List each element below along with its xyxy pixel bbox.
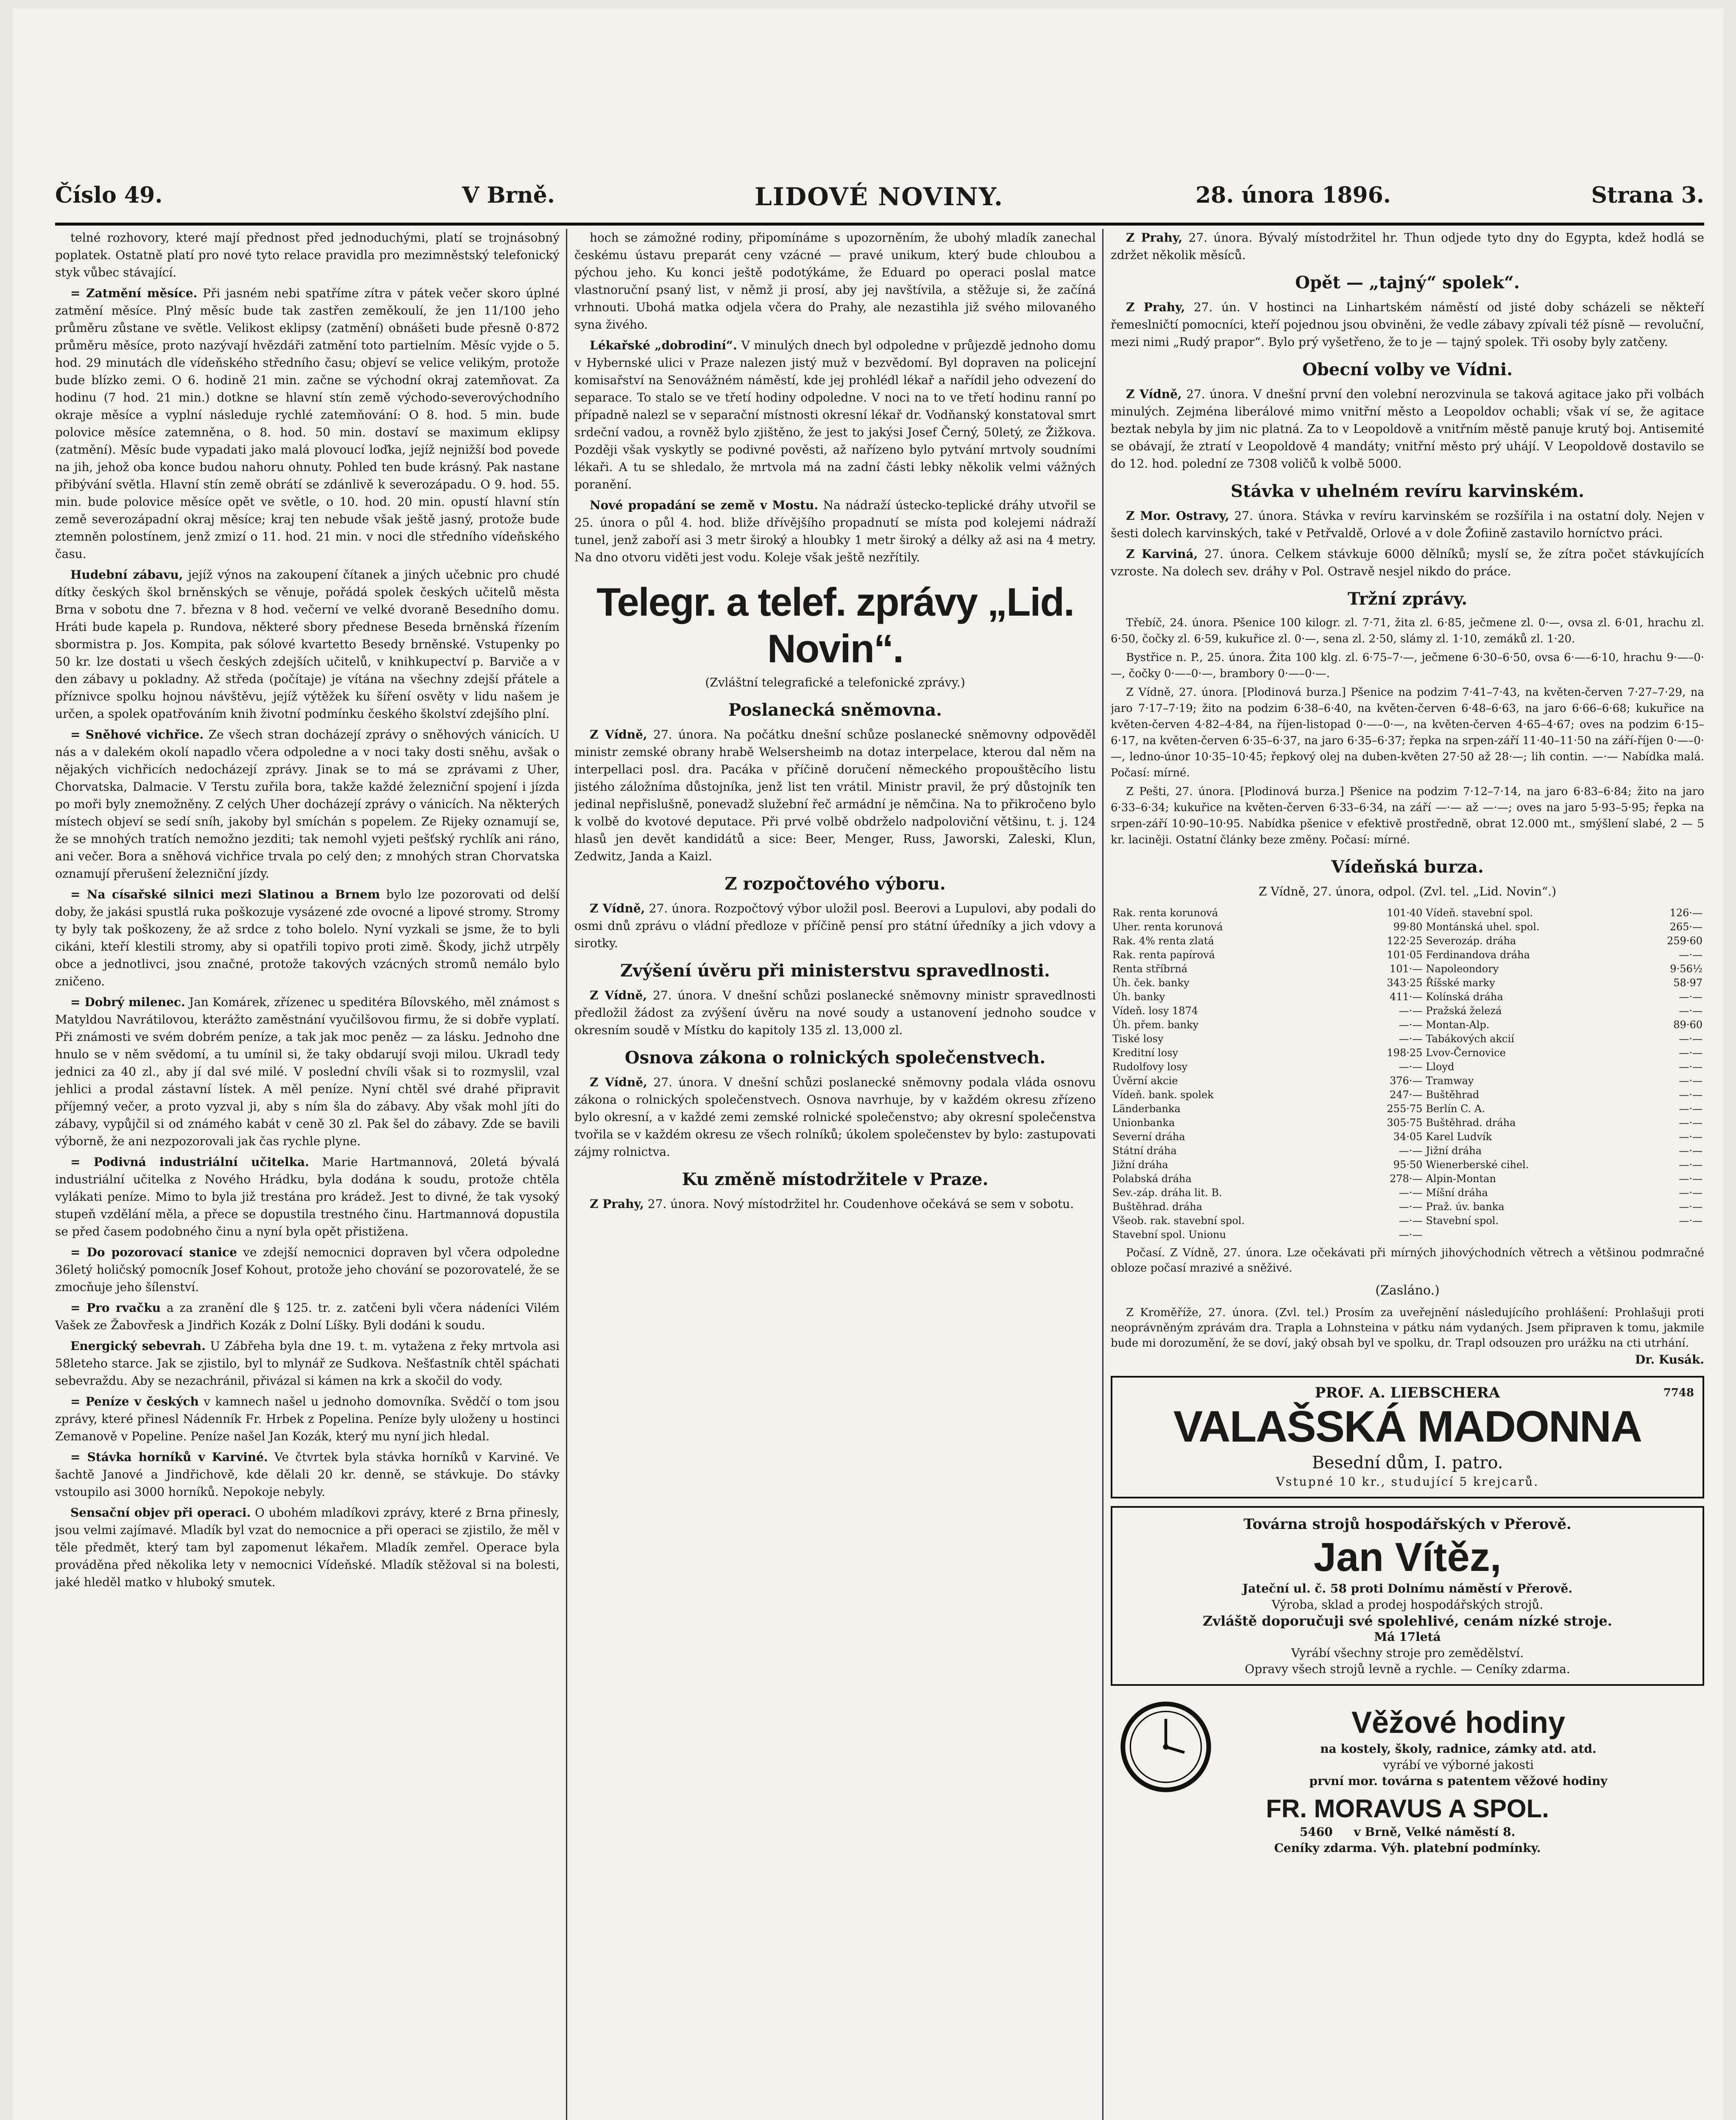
burza-security: Rak. rentа korunová [1112,907,1218,919]
article-paragraph [1111,298,1704,351]
burza-value: 9·56½ [1670,963,1703,975]
article-lead: = Peníze v českých [70,1395,199,1409]
article-paragraph [55,1153,560,1240]
burza-value: 122·25 [1387,935,1423,947]
column-divider [566,229,567,2120]
advert-factory: Továrna strojů hospodářských v Přerově. [1243,1516,1572,1533]
newspaper-title: LIDOVÉ NOVINY. [755,182,1003,211]
clock-face-icon [1119,1700,1212,1794]
burza-value: —·— [1399,1019,1423,1031]
burza-value: —·— [1679,1215,1703,1227]
burza-row [1111,906,1704,920]
burza-value: —·— [1679,1173,1703,1185]
burza-row [1111,920,1704,934]
article-paragraph [574,1074,1096,1160]
burza-security: Kolínská dráha [1426,991,1503,1003]
zaslano-signature: Dr. Kusák. [1635,1353,1704,1367]
article-text: 27. února. Rozpočtový výbor uložil posl. Beerovi a Lupulovi, aby podali do osmi dnů zprávu o vládní předloze v příčině pensí pro státní úředníky a jich vdovy a sirotky. [574,901,1096,950]
article-lead: = Stávka horníků v Karviné. [70,1450,268,1464]
burza-value: —·— [1399,1187,1423,1199]
advert-line-1: Výroba, sklad a prodej hospodářských strojů. [1271,1598,1544,1612]
markets-heading: Tržní zprávy. [1347,589,1468,609]
article-paragraph [574,1195,1096,1213]
burza-security: Tramway [1426,1075,1474,1087]
burza-security: Jižní dráha [1112,1159,1168,1171]
burza-security: Severní dráha [1112,1131,1185,1143]
column-2 [574,229,1096,2120]
burza-security: Sev.-záp. dráha lit. B. [1112,1187,1222,1199]
burza-row [1111,1032,1704,1046]
article-lead: = Podivná industriální učitelka. [70,1155,309,1169]
article-text: 27. února. V dnešní první den volební nerozvinula se taková agitace jako při volbách minulých. Zejména liberálové mimo vnitřní město a Leopoldov ochabli; však ví se, že agitace beztak nebyla by jim nic platná. Za to v Leopoldově a vnitřním městě panuje krutý boj. Antisemité se obávají, že ztratí v Leopoldově 4 mandáty; vnitřní město prý uhájí. V Leopoldově dostavilo se do 12. hod. polední ze 7308 voličů k volbě 5000. [1111,387,1704,471]
burza-security: Alpin-Montan [1426,1173,1496,1185]
burza-value: 89·60 [1673,1019,1703,1031]
burza-row [1111,962,1704,976]
burza-value [1634,1228,1704,1242]
burza-value: —·— [1679,1131,1703,1143]
burza-security: Úh. banky [1112,991,1165,1003]
article-text: 27. února. V dnešní schůzi poslanecké sněmovny ministr spravedlnosti předložil žádost za zvýšení úvěru na nové soudy a ustanovení jednoho soudce v okresním soudě v Místku do kapitoly 135 zl. 13,000 zl. [574,988,1096,1037]
article-lead: Z Prahy, [1126,300,1185,314]
burza-value: —·— [1399,1145,1423,1157]
advert-title: VALAŠSKÁ MADONNA [1173,1402,1642,1451]
burza-security: Berlín C. A. [1426,1103,1485,1115]
advert-clocks [1111,1693,1704,1863]
burza-row [1111,948,1704,962]
article-text: Jan Komárek, zřízenec u speditéra Bílovského, měl známost s Matyldou Navrátilovou, kterážto zaměstnání vyučilšovou firmu, že si dobře vyplatí. Při známosti ve svém dobrém peníze, a tak jak moc peněz — za lásku. Jednoho dne hnulo se v něm svědomí, a tu umínil si, že taky obdarují svoji milou. Ukradl tedy jednici za 40 zl., aby jí dal své milé. V poslední chvíli však si to rozmyslil, vzal jehlici a prodal zástavní lístek. A měl peníze. Nyní chtěl své drahé připravit příjemný večer, a proto vyzval ji, aby s ním šla do zábavy. Aby však mohl jíti do zábavy, vypůjčil si od známého kabát v ceně 30 zl. Pak šel do zábavy. Zde se bavili výborně, že ani nezpozorovali jak čas rychle plyne. [55,995,560,1148]
burza-value: —·— [1679,1187,1703,1199]
burza-security: Kreditní losy [1112,1047,1179,1059]
article-lead: Nové propadání se země v Mostu. [590,498,819,512]
burza-heading: Vídeňská burza. [1331,857,1484,877]
advert-code: 7748 [1663,1386,1694,1399]
burza-security: Úh. přem. banky [1112,1019,1199,1031]
article-paragraph [55,1337,560,1389]
burza-security: Severozáp. dráha [1426,935,1516,947]
market-line: Třebíč, 24. února. Pšenice 100 kilogr. zl. 7·71, žita zl. 6·85, ječmene zl. 0·—, ovsa zl. 6·01, hrachu zl. 6·50, čočky zl. 6·59, kukuřice zl. 0·—, sena zl. 2·50, slámy zl. 1·10, zemáků zl. 1·20. [1111,616,1704,645]
article-paragraph [55,566,560,722]
column-1 [55,229,560,2120]
article-heading: Ku změně místodržitele v Praze. [682,1169,989,1189]
burza-security: Tiské losy [1112,1033,1164,1045]
article-lead: = Do pozorovací stanice [70,1245,237,1259]
article-paragraph [55,1244,560,1296]
article-paragraph [574,229,1096,333]
article-lead: Z Vídně, [590,901,645,915]
burza-security: Vídeň. losy 1874 [1112,1005,1198,1017]
burza-value: —·— [1679,1033,1703,1045]
burza-security: Karel Ludvík [1426,1131,1492,1143]
burza-value: 265·— [1669,921,1703,933]
article-lead: Energický sebevrah. [70,1339,206,1353]
burza-value: —·— [1679,991,1703,1003]
article-text: bylo lze pozorovati od delší doby, že jakási spustlá ruka poškozuje vysázené zde ovocné a lipové stromy. Stromy ty byly tak poškozeny, že až srdce z toho bolelo. Nyní vyzkali se jsme, že to byli cikáni, kteří klestili stromy, aby si opatřili topivo proti zimě. Škody, jichž utrpěly obce a jednotlivci, jsou značné, protože takových vzácných stromů nemálo bylo zničeno. [55,887,560,988]
burza-value: —·— [1399,1033,1423,1045]
burza-value: 34·05 [1393,1131,1423,1143]
burza-value: 126·— [1669,907,1703,919]
burza-value: 58·97 [1673,977,1703,989]
burza-security: Tabákových akcií [1426,1033,1514,1045]
article-lead: Z Vídně, [590,728,647,742]
burza-row [1111,1102,1704,1116]
burza-security: Buštěhrad. dráha [1112,1201,1203,1213]
burza-security: Stavební spol. [1426,1215,1499,1227]
burza-value: 259·60 [1667,935,1703,947]
burza-row [1111,1060,1704,1074]
burza-security: Länderbanka [1112,1103,1181,1115]
burza-value: 305·75 [1387,1117,1423,1129]
article-paragraph [55,1448,560,1501]
burza-row [1111,1018,1704,1032]
burza-row [1111,1144,1704,1158]
advert-clocks-line-4: Ceníky zdarma. Výh. platební podmínky. [1274,1841,1541,1855]
burza-security: Wienerberské cihel. [1426,1159,1529,1171]
burza-row [1111,1046,1704,1060]
article-paragraph [55,726,560,882]
advert-clocks-firm: FR. MORAVUS A SPOL. [1266,1794,1549,1823]
article-lead: Z Prahy, [590,1197,644,1211]
header-rule [55,223,1704,226]
article-text: Ve čtvrtek byla stávka horníků v Karviné. Ve šachtě Janové a Jindřichově, kde dělali 20 kr. denně, se stávkuje. Do stávky vstoupilo asi 3000 horníků. Nepokoje nebyly. [55,1450,560,1499]
telegraph-subtitle: (Zvláštní telegrafické a telefonické zprávy.) [705,675,965,689]
burza-row [1111,1186,1704,1200]
advert-clocks-line-1: na kostely, školy, radnice, zámky atd. atd. [1320,1742,1597,1756]
article-text: hoch se zámožné rodiny, připomínáme s upozorněním, že ubohý mladík zanechal českému ústavu preparát ceny vzácné — pravé unikum, který bude chloubou a pýchou jeho. Ku konci ještě podotýkáme, že Eduard po operaci poslal matce vlastnoruční psaný list, v němž ji prosí, aby jej navštívila, a stěžuje si, že začíná vrhnouti. Ubohá matka odjela včera do Prahy, ale nezastihla již svého milovaného syna živého. [574,231,1096,332]
article-paragraph [55,285,560,563]
burza-value: —·— [1399,1061,1423,1073]
burza-security: Lvov-Černovice [1426,1047,1506,1059]
newspaper-page [13,8,1723,2120]
issue-number: Číslo 49. [55,182,163,208]
burza-row [1111,976,1704,990]
burza-row [1111,1214,1704,1228]
burza-security: Jižní dráha [1426,1145,1482,1157]
article-lead: = Zatmění měsíce. [70,286,198,300]
advert-line-2: Zvláště doporučuji své spolehlivé, cenám nízké stroje. [1203,1613,1612,1629]
article-text: Při jasném nebi spatříme zítra v pátek večer skoro úplné zatmění měsíce. Plný měsíc bude tak zastřen zeměkoulí, že jen 11/100 jeho průměru zůstane ve světle. Velikost eklipsy (zatmění) obnášeti bude přesně 0·872 průměru měsíce, proto nazývají hvězdáři zatmění toto partielním. Měsíc vyjde o 5. hod. 29 minutách dle vídeňského středního času; objeví se velice velikým, protože bude blízko zemi. O 6. hodině 21 min. začne se východní okraj zatemňovat. Za hodinu (7 hod. 21 min.) dotkne se hlavní stín země východo-severovýchodního okraje měsíce a vyplní následuje rychlé zatemňování: O 8. hod. 5 min. bude polovice měsíce zatemněna, o 8. hod. 50 min. dostaví se maximum eklipsy (zatmění). Měsíc bude vypadati jako malá plovoucí loďka, jejíž nejnižší bod povede na jih, jehož oba konce budou nahoru ohnuty. Pohled ten bude krásný. Pak nastane přibývání světla. Hlavní stín země obrátí se zdánlivě k severozápadu. O 9. hod. 55. min. bude polovice měsíce opět ve světle, o 10. hod. 20 min. opustí hlavní stín země severozápadní okraj měsíce; kraj ten nebude však ještě jasný, protože bude ztemněn polostínem, jenž zmizí o 11. hod. 21 min. v noci dle středního vídeňského času. [55,286,560,561]
article-paragraph [574,726,1096,865]
burza-value: —·— [1679,1145,1703,1157]
burza-security: Říšské marky [1426,977,1495,989]
advert-line-4: Vyrábí všechny stroje pro zemědělství. [1291,1646,1524,1660]
burza-value: —·— [1679,1047,1703,1059]
burza-row [1111,1158,1704,1172]
burza-row [1111,1004,1704,1018]
article-text: jejíž výnos na zakoupení čítanek a jiných učebnic pro chudé dítky českých škol brněnských se věnuje, pořádá spolek českých učitelů města Brna v sobotu dne 7. března v 8 hod. večerní ve velké dvoraně Besedního domu. Hráti bude kapela p. Rundova, některé sbory přednese Beseda brněnská řízením sbormistra p. Jos. Kompita, pak sólové kvartetto Besedy brněnské. Vstupenky po 50 kr. lze dostati u všech českých zdejších učitelů, v knihkupectví p. Barviče a v den zábavy u pokladny. Až středa (počítaje) je vítána na všechny zdejší přátele a příznivce spolku hojnou návštěvu, jejíž výtěžek ku šíření osvěty v lidu našem je určen, a spolek opatřováním knih životní podmínku českého školství zdejšího plní. [55,568,560,721]
burza-value: —·— [1399,1215,1423,1227]
zaslano-heading: (Zasláno.) [1375,1283,1440,1298]
market-line: Z Vídně, 27. února. [Plodinová burza.] Pšenice na podzim 7·41–7·43, na květen-červen 7·27–7·29, na jaro 7·17–7·19; žito na podzim 6·38–6·40, na květen-červen 6·48–6·63, na jaro 6·66–6·68; kukuřice na květen-červen 4·82–4·84, na říjen-listopad 0·—–0·—, na květen-červen 4·65–4·67; oves na podzim 6·15–6·17, na květen-červen 6·35–6·37, na jaro 6·35–6·37; řepka na srpen-září 11·40–11·50 na září-říjen 0·—–0·—, ledno-únor 10·35–10·45; řepkový olej na duben-květen 27·50 až 28·—; lih contin. —·— Nabídka malá. Počasí: mírné. [1111,686,1704,779]
article-text: a za zranění dle § 125. tr. z. zatčeni byli včera nádeníci Vilém Vašek ze Žabovřesk a Jindřich Kozák z Dolní Líšky. Byli dodáni k soudu. [55,1301,560,1332]
telegraph-heading: Telegr. a telef. zprávy „Lid. Novin“. [596,580,1074,671]
article-paragraph [55,229,560,281]
article-text: 27. února. Celkem stávkuje 6000 dělníků; myslí se, že zítra počet stávkujících vzroste. Na dolech sev. dráhy v Pol. Ostravě nesjel nikdo do práce. [1111,547,1704,578]
burza-value: —·— [1679,1201,1703,1213]
burza-row [1111,1088,1704,1102]
burza-value: —·— [1679,1005,1703,1017]
burza-value: —·— [1679,1075,1703,1087]
burza-value: —·— [1399,1201,1423,1213]
article-lead: Z Karviná, [1126,547,1198,561]
burza-security: Úh. ček. banky [1112,977,1190,989]
article-heading: Obecní volby ve Vídni. [1302,360,1513,379]
advert-clocks-line-3: první mor. továrna s patentem věžové hodiny [1309,1774,1608,1788]
burza-value: —·— [1679,1103,1703,1115]
article-lead: Z Prahy, [1126,231,1183,245]
advert-clocks-address: v Brně, Velké náměstí 8. [1354,1825,1516,1839]
burza-value: —·— [1399,1229,1423,1241]
burza-security: Buštěhrad [1426,1089,1480,1101]
article-paragraph [574,497,1096,566]
burza-subtitle: Z Vídně, 27. února, odpol. (Zvl. tel. „Lid. Novin“.) [1258,884,1557,898]
article-lead: = Na císařské silnici mezi Slatinou a Brnem [70,887,380,901]
burza-security: Stavební spol. Unionu [1112,1229,1226,1241]
article-text: U Zábřeha byla dne 19. t. m. vytažena z řeky mrtvola asi 58leteho starce. Jak se zjistilo, byl to mlynář ze Sudkova. Nešťastník chtěl spáchati sebevraždu. Aby se nezachránil, přivázal si kámen na krk a skočil do vody. [55,1339,560,1388]
article-paragraph [55,1393,560,1445]
article-lead: Z Mor. Ostravy, [1126,509,1229,523]
burza-value: —·— [1679,949,1703,961]
advert-line-5: Opravy všech strojů levně a rychle. — Ceníky zdarma. [1245,1662,1570,1676]
article-text: 27. února. Nový místodržitel hr. Coudenhove očekává se sem v sobotu. [647,1197,1074,1211]
article-lead: Z Vídně, [1126,387,1182,401]
article-text: 27. února. Stávka v revíru karvinském se rozšířila i na ostatní doly. Nejen v šesti dolech karvinských, také v Petřvaldě, Orlové a v dole Žofiině zastavilo horníctvo práci. [1111,509,1704,540]
article-text: ve zdejší nemocnici dopraven byl včera odpoledne 36letý holičský pomocník Josef Kohout, protože jeho chování se pozorovatelé, že se zmocňuje jeho šílenství. [55,1245,560,1294]
burza-security: Vídeň. stavební spol. [1426,907,1533,919]
article-paragraph [1111,507,1704,542]
burza-security: Renta stříbrná [1112,963,1188,975]
burza-security: Praž. úv. banka [1426,1201,1505,1213]
burza-row [1111,990,1704,1004]
burza-value: 376·— [1389,1075,1423,1087]
burza-value: 247·— [1389,1089,1423,1101]
article-heading: Stávka v uhelném revíru karvinském. [1230,481,1585,501]
article-lead: = Pro rvačku [70,1301,161,1315]
advert-place: Besední dům, I. patro. [1312,1453,1503,1473]
article-text: 27. února. Na počátku dnešní schůze poslanecké sněmovny odpověděl ministr zemské obrany hrabě Welsersheimb na dotaz interpelace, kterou dal něm na interpellaci posl. dra. Pacáka v příčině doručení německého propouštěcího listu jistého záložníma důstojníka, jenž list ten vrátil. Ministr pravil, že prý důstojník ten jedinal nepřislušně, ponevadž služební řeč armádní je němčina. Na to přikročeno bylo k volbě do kvotové deputace. Při prvé volbě obdrželo nadpoloviční většinu, t. j. 124 hlasů jen devět kandidátů a sice: Beer, Menger, Russ, Jaworski, Zaleski, Klun, Zedwitz, Janda a Kaizl. [574,728,1096,863]
column-divider [1102,229,1103,2120]
burza-row [1111,1116,1704,1130]
advert-clocks-line-2: vyrábí ve výborné jakosti [1383,1758,1534,1772]
advert-vitez [1111,1506,1704,1686]
burza-security: Všeob. rak. stavební spol. [1112,1215,1245,1227]
burza-row [1111,934,1704,948]
burza-security: Polabská dráha [1112,1173,1192,1185]
burza-security: Rak. rentа papírová [1112,949,1215,961]
burza-value: —·— [1679,1159,1703,1171]
article-text: 27. ún. V hostinci na Linhartském náměstí od jisté doby scházeli se někteří řemeslničtí pomocníci, kteří pojednou jsou obviněni, že vedle zábavy zpívali též písně — revoluční, mezi nimi „Rudý prapor“. Bylo prý vyšetřeno, že to je — tajný spolek. Tři osoby byly zatčeny. [1111,300,1704,349]
zaslano-text: Z Kroměříže, 27. února. (Zvl. tel.) Prosím za uveřejnění následujícího prohlášení: Prohlašuji proti neoprávněným zprávám dra. Trapla a Lohnsteina v pátku nám vydaných. Jsem připraven k tomu, jakmile bude mi dorozumění, že se doví, jaký obsah byl ve spolku, dr. Trapl odsouzen pro urážku na cti utrhání. [1111,1306,1704,1350]
article-heading: Osnova zákona o rolnických společenstvech. [624,1048,1046,1068]
burza-security: Lloyd [1426,1061,1455,1073]
article-text: v kamnech našel u jednoho domovníka. Svědčí o tom jsou zprávy, které přinesl Nádenník Fr. Hrbek z Popelina. Peníze byly uloženy u hostinci Zemanově v Popeline. Peníze našel Jan Kozák, který mu nyní jich hledal. [55,1395,560,1443]
burza-value: 101·— [1389,963,1423,975]
burza-security: Vídeň. bank. spolek [1112,1089,1214,1101]
article-lead: Z Vídně, [590,1075,647,1089]
article-paragraph [1111,385,1704,472]
burza-security: Uher. renta korunová [1112,921,1223,933]
burza-security: Buštěhrad. dráha [1426,1117,1516,1129]
advert-line-3: Má 17letá [1374,1630,1441,1644]
article-lead: Lékařské „dobrodiní“. [590,338,737,352]
burza-security: Rak. 4% renta zlatá [1112,935,1214,947]
article-heading: Opět — „tajný“ spolek“. [1295,273,1520,293]
burza-value: 101·05 [1387,949,1423,961]
market-line: Bystřice n. P., 25. února. Žita 100 klg. zl. 6·75–7·—, ječmene 6·30–6·50, ovsa 6·—–6·10, hrachu 9·—–0·—, čočky 0·—–0·—, brambory 0·—–0·—. [1111,651,1704,680]
burza-security: Montánská uhel. spol. [1426,921,1540,933]
burza-security: Státní dráha [1112,1145,1177,1157]
article-paragraph [574,337,1096,493]
article-heading: Zvýšení úvěru při ministerstvu spravedlnosti. [620,961,1050,981]
article-text: 27. února. Bývalý místodržitel hr. Thun odjede tyto dny do Egypta, kdež hodlá se zdržet několik měsíců. [1111,231,1704,262]
advert-entry: Vstupné 10 kr., studující 5 krejcarů. [1276,1475,1539,1489]
burza-security: Unionbanka [1112,1117,1175,1129]
advert-name: Jan Vítěz, [1313,1534,1502,1580]
burza-security: Montan-Alp. [1426,1019,1490,1031]
article-heading: Poslanecká sněmovna. [728,700,942,720]
article-paragraph [55,1504,560,1591]
page-header [55,178,1704,225]
article-paragraph [574,987,1096,1039]
burza-security: Rudolfovy losy [1112,1061,1188,1073]
burza-security: Úvěrní akcie [1112,1075,1178,1087]
article-lead: = Dobrý milenec. [70,995,185,1009]
burza-value: —·— [1679,1061,1703,1073]
article-paragraph [55,886,560,990]
burza-value: 101·40 [1387,907,1423,919]
market-line: Z Pešti, 27. února. [Plodinová burza.] Pšenice na podzim 7·12–7·14, na jaro 6·83–6·84; žito na jaro 6·33–6·34; kukuřice na květen-červen 6·33–6·34, na září —·— až —·—; oves na jaro 5·93–5·95; řepka na srpen-září 10·90–10·95. Nabídka pšenice v efektivě prostředně, obrat 12.000 mt., smýšlení slabé, 2 — 5 kr. laciněji. Ostatní články beze změny. Počasí: mírné. [1111,785,1704,846]
market-reports [1111,615,1704,848]
burza-value: —·— [1679,1089,1703,1101]
burza-row [1111,1200,1704,1214]
burza-table [1111,906,1704,1242]
burza-value: —·— [1679,1117,1703,1129]
article-lead: Hudební zábavu, [70,568,183,582]
article-paragraph [55,993,560,1150]
city-label: V Brně. [462,182,555,208]
burza-value: 95·50 [1393,1159,1423,1171]
weather-note: Počasí. Z Vídně, 27. února. Lze očekávati při mírných jihovýchodních větrech a většinou podmračné obloze počasí mrazivé a sněživé. [1111,1247,1704,1275]
burza-value: 343·25 [1387,977,1423,989]
advert-clocks-title: Věžové hodiny [1351,1706,1566,1740]
article-heading: Z rozpočtového výboru. [724,874,946,894]
burza-row [1111,1228,1704,1242]
burza-value: 198·25 [1387,1047,1423,1059]
burza-value: 99·80 [1393,921,1423,933]
advert-author: PROF. A. LIEBSCHERA [1315,1384,1500,1401]
burza-row [1111,1074,1704,1088]
burza-value: 278·— [1389,1173,1423,1185]
column-3 [1111,229,1704,2120]
advert-clocks-code: 5460 [1299,1825,1333,1839]
page-number: Strana 3. [1591,182,1704,208]
article-paragraph [1111,545,1704,580]
burza-value: 411·— [1389,991,1423,1003]
article-text: Na nádraží ústecko-teplické dráhy utvořil se 25. února o půl 4. hod. bliže dřívějšího propadnutí se místa pod kolejemi nádraží tunel, jenž zaboří asi 3 metr široký a hloubky 1 metr široký a délky až asi na 4 metry. Na dno otvoru viděti jest vodu. Koleje však ještě nezřítily. [574,498,1096,564]
article-text: Marie Hartmannová, 20letá bývalá industriální učitelka z Nového Hrádku, byla dodána k soudu, protože chtěla vylákati peníze. Mimo to byla již trestána pro krádež. Jest to divné, že tak vysoký stupeň vzdělání měla, a přece se dopustila trestného činu. Hartmannová dopustila se před časem podobného činu a nyní byla opět přistižena. [55,1155,560,1239]
burza-security: Ferdinandova dráha [1426,949,1530,961]
burza-value: 255·75 [1387,1103,1423,1115]
article-text: O ubohém mladíkovi zprávy, které z Brna přinesly, jsou velmi zajímavé. Mladík byl vzat do nemocnice a při operaci se zjistilo, že měl v těle předmět, který tam byl zapomenut lékařem. Mladík zemřel. Operace byla prováděna před několika lety v nemocnici Vídeňské. Mladík stěžoval si na bolesti, jaké hleděl matko v hluboký smutek. [55,1506,560,1589]
article-text: telné rozhovory, které mají přednost před jednoduchými, platí se trojnásobný poplatek. Ostatně platí pro nové tyto relace pravidla pro mezimněstský telefonický styk vůbec stávající. [55,231,560,279]
article-lead: Z Vídně, [590,988,647,1002]
article-lead: = Sněhové vichřice. [70,728,204,742]
burza-value: —·— [1399,1005,1423,1017]
article-lead: Sensační objev při operaci. [70,1506,251,1520]
article-paragraph [574,900,1096,952]
issue-date: 28. února 1896. [1195,182,1391,208]
burza-security: Míšní dráha [1426,1187,1488,1199]
article-text: Ze všech stran docházejí zprávy o sněhových vánicích. U nás a v dalekém okolí napadlo včera odpoledne a v noci taky dosti sněhu, avšak o nějakých vichřicích nedocházejí zprávy. Jinak se to má se zprávami z Uher, Chorvatska, Dalmacie. V Terstu zuřila bora, takže každé železniční spojení i jízda po moři byly znemožněny. Z celých Uher docházejí zprávy o vánicích. Na některých místech objeví se sedí sníh, jakoby byl smíchán s popelem. Ze Rijeky oznamují se, že se mnohých tratích nemožno jezditi; tak nemohl vyjeti pešťský rychlík ani ráno, ani večer. Bora a sněhová vichřice trvala po celý den; z mnohých stran Chorvatska oznamují přerušení železniční jízdy. [55,728,560,881]
article-paragraph [1111,229,1704,264]
burza-security: Pražská železá [1426,1005,1502,1017]
article-text: 27. února. V dnešní schůzi poslanecké sněmovny podala vláda osnovu zákona o rolnických společenstvech. Osnova navrhuje, by v každém okresu zřízeno bylo okresní, a v každé zemi zemské rolnické společenstvo; aby okresní společenstva tvořila se v každém okresu ze všech rolníků; úkolem společenstev by bylo: zastupovati zájmy rolnictva. [574,1075,1096,1159]
burza-row [1111,1172,1704,1186]
article-paragraph [55,1299,560,1334]
burza-row [1111,1130,1704,1144]
article-text: V minulých dnech byl odpoledne v průjezdě jednoho domu v Hybernské ulici v Praze nalezen jistý muž v bezvědomí. Byl dopraven na policejní komisařství na Senovážném náměstí, kde jej prohlédl lékař a nařídil jeho odvezení do separace. To stalo se ve třetí hodiny odpoledne. V noci na to ve třetí hodinu ranní po případně nalezl se v separační místnosti okresní lékař dr. Vodňanský konstatoval smrt srdeční vadou, a rovněž bylo zjištěno, že jest to jakýsi Josef Černý, 50letý, ze Žižkova. Později však vyskytly se podivné pověsti, až nařízeno bylo pytvání mrtvoly soudními lékaři. A tu se shledalo, že mrtvola má na zadní části lebky několik velmi vážných poranění. [574,338,1096,491]
advert-madonna [1111,1376,1704,1498]
burza-security [1424,1228,1634,1242]
burza-security: Napoleondory [1426,963,1499,975]
advert-address: Jateční ul. č. 58 proti Dolnímu náměstí v Přerově. [1242,1582,1573,1596]
